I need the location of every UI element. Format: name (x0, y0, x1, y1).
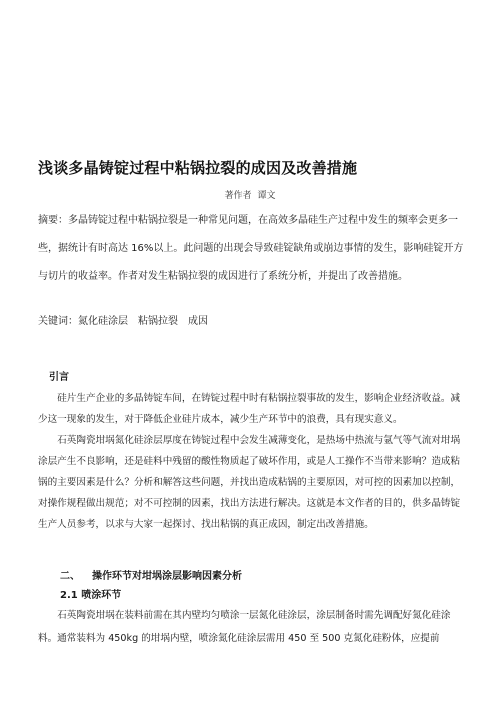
author-name: 谭文 (257, 191, 276, 201)
keywords-label: 关键词： (38, 316, 78, 327)
keyword: 粘锅拉裂 (138, 316, 178, 327)
section-heading (60, 567, 242, 582)
abstract: 摘要：多晶铸锭过程中粘锅拉裂是一种常见问题，在高效多晶硅生产过程中发生的频率会更多一些，据统计有时高达 16%以上。此问题的出现会导致硅锭缺角或崩边事情的发生，影响硅锭开方与切片的收益率。作者对发生粘锅拉裂的成因进行了系统分析，并提出了改善措施。 (38, 215, 464, 282)
intro-paragraph: 石英陶瓷坩埚氮化硅涂层厚度在铸锭过程中会发生减薄变化，是热场中热流与氩气等气流对坩埚涂层产生不良影响，还是硅料中残留的酸性物质起了破坏作用，或是人工操作不当带来影响？造成粘锅的主要因素是什么？分析和解答这些问题，并找出造成粘锅的主要原因，对可控的因素加以控制，对操作规程做出规范；对不可控制的因素，找出方法进行解决。这就是本文作者的目的，供多晶铸锭生产人员参考，以求与大家一起探讨、找出粘锅的真正成因，制定出改善措施。 (38, 435, 461, 530)
author-label: 著作者 (224, 191, 252, 201)
article-title: 浅谈多晶铸锭过程中粘锅拉裂的成因及改善措施 (38, 159, 358, 177)
section-number: 二、 (60, 571, 80, 582)
section-heading-text: 操作环节对坩埚涂层影响因素分析 (92, 571, 242, 582)
intro-body (38, 388, 464, 535)
section-body (38, 604, 464, 650)
author-line (0, 188, 500, 201)
keyword: 氮化硅涂层 (78, 316, 128, 327)
subsection-heading: 2.1 喷涂环节 (60, 590, 122, 601)
section-paragraph: 石英陶瓷坩埚在装料前需在其内壁均匀喷涂一层氮化硅涂层，涂层制备时需先调配好氮化硅涂料。通常装料为 450kg 的坩埚内壁，喷涂氮化硅涂层需用 450 至 500 克氮化硅粉体，应提前 (38, 610, 451, 644)
intro-paragraph: 硅片生产企业的多晶铸锭车间，在铸锭过程中时有粘锅拉裂事故的发生，影响企业经济收益。减少这一现象的发生，对于降低企业硅片成本，减少生产环节中的浪费，具有现实意义。 (38, 393, 461, 425)
keyword: 成因 (188, 316, 208, 327)
keywords (38, 314, 464, 330)
intro-heading: 引言 (49, 372, 69, 383)
